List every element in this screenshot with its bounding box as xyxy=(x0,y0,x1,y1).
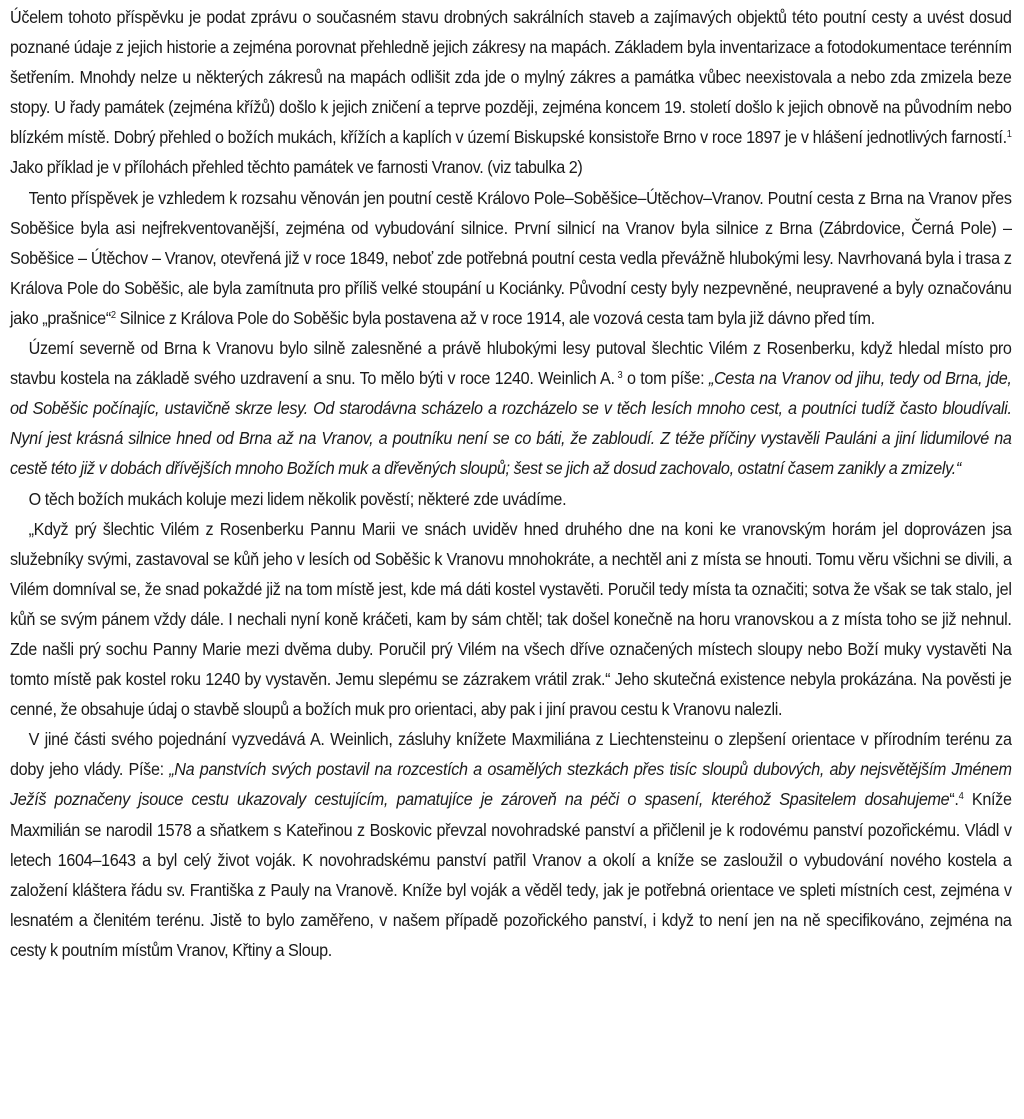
paragraph-text: o tom píše: xyxy=(622,368,709,389)
paragraph-route xyxy=(10,183,1012,333)
paragraph-maxmilian xyxy=(10,724,1012,965)
paragraph-legend xyxy=(10,514,1012,725)
document-page xyxy=(10,2,1012,965)
paragraph-text: Území severně od Brna k Vranovu bylo silně zalesněné a právě hlubokými lesy putoval šlechtic Vilém z Rosenberku, když hledal místo pro stavbu kostela na základě svého uzdravení a snu. To mělo býti v roce 1240. Weinlich A. xyxy=(10,338,1012,389)
paragraph-rosenberk xyxy=(10,333,1012,483)
paragraph-intro xyxy=(10,2,1012,183)
quote-close: “. xyxy=(949,789,959,810)
paragraph-text: Jako příklad je v přílohách přehled těchto památek ve farnosti Vranov. (viz tabulka 2) xyxy=(10,157,583,178)
paragraph-text: „Když prý šlechtic Vilém z Rosenberku Pannu Marii ve snách uviděv hned druhého dne na koni ke vranovským horám jel doprovázen jsa služebníky svými, zastavoval se kůň jeho v lesích od Soběšic k Vranovu mnohokráte, a nechtěl ani z místa se hnouti. Tomu věru všichni se divili, a Vilém domníval se, že snad pokaždé již na tom místě jest, kde má dáti kostel vystavěti. Poručil tedy místa ta označiti; sotva že však se tak stalo, jel kůň se svým pánem vždy dále. I nechali nyní koně kráčeti, kam by sám chtěl; tak došel konečně na horu vranovskou a z místa toho se již nehnul. Zde našli prý sochu Panny Marie mezi dvěma duby. Poručil prý Vilém na všech dříve označených místech sloupy nebo Boží muky vystavěti Na tomto místě pak kostel roku 1240 by vystavěn. Jemu slepému se zázrakem vrátil zrak.“ Jeho skutečná existence nebyla prokázána. Na pověsti je cenné, že obsahuje údaj o stavbě sloupů a božích muk pro orientaci, aby pak i jiní pravou cestu k Vranovu nalezli. xyxy=(10,518,1012,720)
paragraph-text: Účelem tohoto příspěvku je podat zprávu o současném stavu drobných sakrálních staveb a zajímavých objektů této poutní cesty a uvést dosud poznané údaje z jejich historie a zejména porovnat přehledně jejich zákresy na mapách. Základem byla inventarizace a fotodokumentace terénním šetřením. Mnohdy nelze u některých zákresů na mapách odlišit zda jde o mylný zákres a památka vůbec neexistovala a nebo zda zmizela beze stopy. U řady památek (zejména křížů) došlo k jejich zničení a teprve později, zejména koncem 19. století došlo k jejich obnově na původním nebo blízkém místě. Dobrý přehled o božích mukách, křížích a kaplích v území Biskupské konsistoře Brno v roce 1897 je v hlášení jednotlivých farností. xyxy=(10,7,1012,148)
paragraph-text: Kníže Maxmilián se narodil 1578 a sňatkem s Kateřinou z Boskovic převzal novohradské panství a přičlenil je k rodovému panství pozořickému. Vládl v letech 1604–1643 a byl celý život voják. K novohradskému panství patřil Vranov a okolí a kníže se zasloužil o vybudování nového kostela a založení kláštera řádu sv. Františka z Pauly na Vranově. Kníže byl voják a věděl tedy, jak je potřebná orientace ve spleti místních cest, zejména v lesnatém a členitém terénu. Jistě to bylo zaměřeno, v našem případě pozořického panství, i když to není jen na ně specifikováno, zejména na cesty k poutním místům Vranov, Křtiny a Sloup. xyxy=(10,789,1012,960)
footnote-ref-2[interactable]: 2 xyxy=(110,309,116,321)
footnote-ref-4[interactable]: 4 xyxy=(958,791,964,803)
paragraph-text: O těch božích mukách koluje mezi lidem několik pověstí; některé zde uvádíme. xyxy=(28,488,567,509)
quotation-weinlich: „Cesta na Vranov od jihu, tedy od Brna, jde, od Soběšic počínajíc, ustavičně skrze lesy. Od starodávna scházelo a rozcházelo se v těch lesích mnoho cest, a poutníci tudíž často bloudívali. Nyní jest krásná silnice hned od Brna až na Vranov, a poutníku není se co báti, že zabloudí. Z téže příčiny vystavěli Pauláni a jiní lidumilové na cestě této již v dobách dřívějších mnoho Božích muk a dřevěných sloupů; šest se jich až dosud zachovalo, ostatní časem zanikly a zmizely.“ xyxy=(10,368,1012,479)
paragraph-text: Tento příspěvek je vzhledem k rozsahu věnován jen poutní cestě Královo Pole–Soběšice–Útěchov–Vranov. Poutní cesta z Brna na Vranov přes Soběšice byla asi nejfrekventovanější, zejména od vybudování silnice. První silnicí na Vranov byla silnice z Brna (Zábrdovice, Černá Pole) – Soběšice – Útěchov – Vranov, otevřená již v roce 1849, neboť zde potřebná poutní cesta vedla převážně hlubokými lesy. Navrhovaná byla i trasa z Králova Pole do Soběšic, ale byla zamítnuta pro příliš velké stoupání u Kociánky. Původní cesty byly nezpevněné, neupravené a byly označovánu jako „prašnice“ xyxy=(10,187,1012,328)
paragraph-text: V jiné části svého pojednání vyzvedává A. Weinlich, zásluhy knížete Maxmiliána z Liechtensteinu o zlepšení orientace v přírodním terénu za doby jeho vlády. Píše: xyxy=(10,729,1012,780)
paragraph-text: Silnice z Králova Pole do Soběšic byla postavena až v roce 1914, ale vozová cesta tam byla již dávno před tím. xyxy=(115,307,875,328)
footnote-ref-1[interactable]: 1 xyxy=(1006,129,1012,141)
paragraph-legends-intro xyxy=(10,484,1012,514)
footnote-ref-3[interactable]: 3 xyxy=(617,370,623,382)
quotation-maxmilian: „Na panstvích svých postavil na rozcestích a osamělých stezkách přes tisíc sloupů dubových, aby nejsvětějším Jménem Ježíš poznačeny jsouce cestu ukazovaly cestujícím, pamatujíce je zároveň na péči o spasení, kteréhož Spasitelem dosahujeme xyxy=(10,759,1012,810)
